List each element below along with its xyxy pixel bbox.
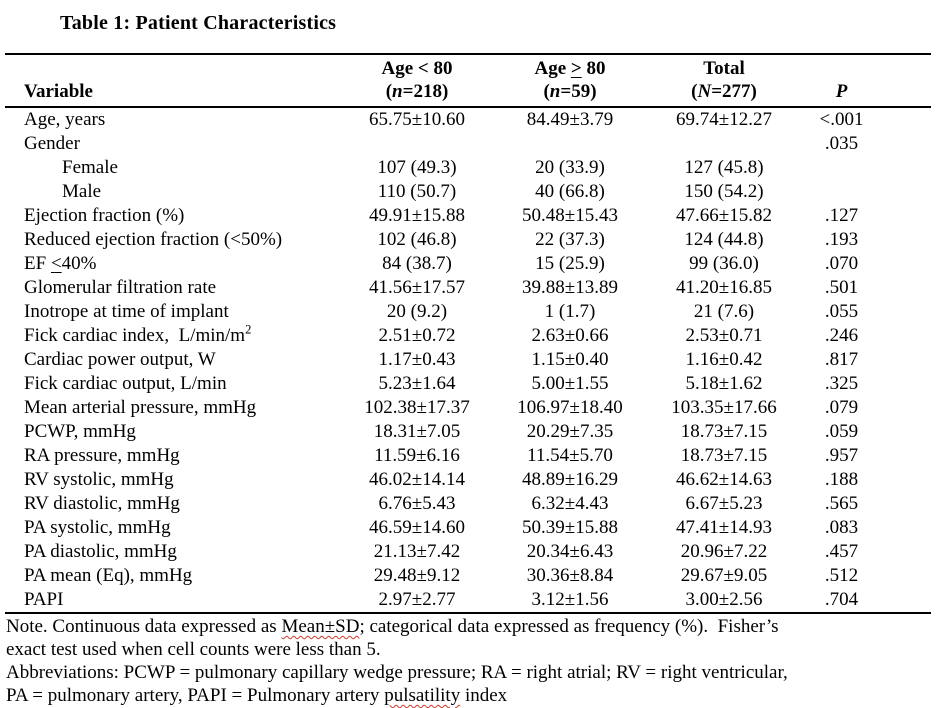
table-row (5, 348, 931, 372)
text-run: Reduced ejection fraction (<50%) (24, 229, 283, 250)
table-row (5, 492, 931, 516)
variable-cell (5, 444, 340, 468)
value-cell: 5.00±1.55 (531, 373, 609, 394)
variable-cell (5, 372, 340, 396)
value-cell: 102.38±17.37 (364, 397, 470, 418)
text-run: PAPI (24, 589, 64, 610)
value-cell: 127 (45.8) (684, 157, 764, 178)
table-row (5, 468, 931, 492)
p-value-cell: .457 (824, 541, 859, 562)
header-line1 (494, 57, 646, 80)
text-run: Glomerular filtration rate (24, 277, 217, 298)
table-row (5, 324, 931, 348)
value-cell: 99 (36.0) (689, 253, 759, 274)
column-header-total (646, 54, 802, 107)
table-row (5, 228, 931, 252)
value-cell: 11.59±6.16 (374, 445, 460, 466)
value-cell: 46.59±14.60 (369, 517, 465, 538)
text-run: exact test used when cell counts were less than 5. (6, 639, 381, 660)
header-row (5, 54, 931, 107)
text-run: PCWP, mmHg (24, 421, 136, 442)
column-header-age-lt-80 (340, 54, 494, 107)
table-row (5, 107, 931, 132)
value-cell: 18.73±7.15 (680, 445, 768, 466)
text-run: Age, years (24, 109, 106, 130)
table-row (5, 276, 931, 300)
text-run: Female (62, 157, 118, 178)
p-value-cell: .059 (824, 421, 859, 442)
variable-cell (5, 324, 340, 348)
text-run: EF (24, 253, 51, 274)
value-cell: 2.53±0.71 (685, 325, 763, 346)
value-cell (646, 132, 802, 156)
variable-cell (5, 156, 340, 180)
p-value-cell: .565 (824, 493, 859, 514)
value-cell: 3.00±2.56 (685, 589, 763, 610)
text-run: < (50, 253, 62, 274)
value-cell: 46.62±14.63 (676, 469, 772, 490)
value-cell: 21.13±7.42 (373, 541, 461, 562)
variable-cell (5, 276, 340, 300)
value-cell: 107 (49.3) (377, 157, 457, 178)
value-cell: 106.97±18.40 (517, 397, 623, 418)
text-run: n (392, 81, 403, 102)
value-cell: 2.51±0.72 (378, 325, 456, 346)
text-run: PA = pulmonary artery, PAPI = Pulmonary artery (6, 685, 385, 706)
p-value-cell: .325 (824, 373, 859, 394)
text-run: PA diastolic, mmHg (24, 541, 177, 562)
value-cell: 20.29±7.35 (526, 421, 614, 442)
text-run: ( (385, 81, 393, 102)
note-line (6, 638, 932, 661)
table-row (5, 396, 931, 420)
value-cell: 84 (38.7) (382, 253, 452, 274)
variable-cell (5, 107, 340, 132)
table-header (5, 54, 931, 107)
p-value-cell: .246 (824, 325, 859, 346)
value-cell: 5.23±1.64 (378, 373, 456, 394)
table-row (5, 540, 931, 564)
value-cell: 20.34±6.43 (526, 541, 614, 562)
text-run: Inotrope at time of implant (24, 301, 229, 322)
variable-cell (5, 540, 340, 564)
table-row (5, 180, 931, 204)
header-line2 (802, 80, 881, 103)
text-run: Note. Continuous data expressed as (6, 616, 282, 637)
p-value-cell: .055 (824, 301, 859, 322)
p-value-cell: .188 (824, 469, 859, 490)
value-cell: 22 (37.3) (535, 229, 605, 250)
value-cell: 102 (46.8) (377, 229, 457, 250)
value-cell (340, 132, 494, 156)
value-cell: 21 (7.6) (693, 301, 755, 322)
p-value-cell: .957 (824, 445, 859, 466)
value-cell: 48.89±16.29 (522, 469, 618, 490)
text-run: RA pressure, mmHg (24, 445, 180, 466)
value-cell: 30.36±8.84 (526, 565, 614, 586)
value-cell: 18.73±7.15 (680, 421, 768, 442)
p-value-cell (802, 156, 931, 180)
value-cell (494, 132, 646, 156)
text-run: P (835, 81, 848, 102)
text-run: ; categorical data expressed as frequency (%). Fisher’s (359, 616, 779, 637)
text-run: Gender (24, 133, 80, 154)
value-cell: 65.75±10.60 (369, 109, 465, 130)
value-cell: 50.48±15.43 (522, 205, 618, 226)
value-cell: 150 (54.2) (684, 181, 764, 202)
value-cell: 29.67±9.05 (680, 565, 768, 586)
table-row (5, 252, 931, 276)
variable-cell (5, 396, 340, 420)
column-header-p-value (802, 54, 931, 107)
value-cell: 29.48±9.12 (373, 565, 461, 586)
p-value-cell: .035 (824, 133, 859, 154)
value-cell: 46.02±14.14 (369, 469, 465, 490)
table-row (5, 444, 931, 468)
value-cell: 18.31±7.05 (373, 421, 461, 442)
p-value-cell: .501 (824, 277, 859, 298)
column-header-age-ge-80 (494, 54, 646, 107)
header-line2 (646, 80, 802, 103)
p-value-cell: .083 (824, 517, 859, 538)
value-cell: 124 (44.8) (684, 229, 764, 250)
text-run: Total (703, 58, 745, 79)
table-row (5, 516, 931, 540)
value-cell: 110 (50.7) (377, 181, 457, 202)
variable-cell (5, 204, 340, 228)
variable-cell (5, 420, 340, 444)
table-row (5, 564, 931, 588)
patient-characteristics-table (5, 53, 931, 614)
p-value-cell: .704 (824, 589, 859, 610)
variable-cell (5, 348, 340, 372)
table-row (5, 588, 931, 613)
table-body (5, 107, 931, 613)
text-run: PA mean (Eq), mmHg (24, 565, 193, 586)
header-line1 (802, 57, 881, 80)
text-run: n (549, 81, 561, 102)
text-run: 2 (245, 324, 252, 337)
value-cell: 40 (66.8) (535, 181, 605, 202)
header-line2 (24, 80, 340, 103)
p-value-cell: .127 (824, 205, 859, 226)
table-row (5, 372, 931, 396)
value-cell: 1.17±0.43 (378, 349, 456, 370)
p-value-cell: <.001 (819, 109, 864, 130)
value-cell: 1 (1.7) (544, 301, 596, 322)
data-table (5, 53, 931, 614)
value-cell: 11.54±5.70 (527, 445, 613, 466)
p-value-cell: .193 (824, 229, 859, 250)
text-run: PA systolic, mmHg (24, 517, 171, 538)
value-cell: 2.63±0.66 (531, 325, 609, 346)
variable-cell (5, 564, 340, 588)
value-cell: 1.16±0.42 (685, 349, 763, 370)
text-run: Abbreviations: PCWP = pulmonary capillary wedge pressure; RA = right atrial; RV = right ventricular, (6, 662, 788, 683)
value-cell: 15 (25.9) (535, 253, 605, 274)
header-line2 (494, 80, 646, 103)
value-cell: 47.66±15.82 (676, 205, 772, 226)
text-run: 40% (61, 253, 97, 274)
text-run: Age < 80 (381, 58, 453, 79)
variable-cell (5, 516, 340, 540)
table-title: Table 1: Patient Characteristics (60, 12, 337, 34)
value-cell: 6.76±5.43 (378, 493, 456, 514)
text-run: RV diastolic, mmHg (24, 493, 180, 514)
value-cell: 84.49±3.79 (526, 109, 614, 130)
value-cell: 39.88±13.89 (522, 277, 618, 298)
table-row (5, 156, 931, 180)
variable-cell (5, 588, 340, 613)
value-cell: 20 (9.2) (386, 301, 448, 322)
header-line1 (646, 57, 802, 80)
value-cell: 6.32±4.43 (531, 493, 609, 514)
p-value-cell: .817 (824, 349, 859, 370)
p-value-cell (802, 180, 931, 204)
note-line (6, 615, 932, 638)
text-run: index (460, 685, 508, 706)
text-run: ( (691, 81, 698, 102)
spellcheck-squiggle-text: Mean±SD (281, 616, 360, 637)
value-cell: 20.96±7.22 (680, 541, 768, 562)
value-cell: 49.91±15.88 (369, 205, 465, 226)
value-cell: 69.74±12.27 (676, 109, 772, 130)
value-cell: 1.15±0.40 (531, 349, 609, 370)
text-run: Fick cardiac index, L/min/m (24, 325, 246, 346)
variable-cell (5, 492, 340, 516)
text-run: Mean arterial pressure, mmHg (24, 397, 257, 418)
text-run: Variable (24, 81, 93, 102)
value-cell: 2.97±2.77 (378, 589, 456, 610)
value-cell: 41.56±17.57 (369, 277, 465, 298)
p-value-cell: .512 (824, 565, 859, 586)
text-run: N (697, 81, 712, 102)
header-line1 (24, 57, 340, 80)
p-value-cell: .070 (824, 253, 859, 274)
variable-cell (5, 180, 340, 204)
text-run: =59) (560, 81, 597, 102)
table-notes (6, 615, 932, 707)
text-run: Ejection fraction (%) (24, 205, 185, 226)
value-cell: 50.39±15.88 (522, 517, 618, 538)
value-cell: 6.67±5.23 (685, 493, 763, 514)
variable-cell (5, 252, 340, 276)
value-cell: 5.18±1.62 (685, 373, 763, 394)
note-line (6, 684, 932, 707)
text-run: > (570, 58, 582, 79)
variable-cell (5, 132, 340, 156)
text-run: Fick cardiac output, L/min (24, 373, 227, 394)
table-row (5, 420, 931, 444)
text-run: Age (534, 58, 571, 79)
text-run: Cardiac power output, W (24, 349, 216, 370)
header-line2 (340, 80, 494, 103)
text-run: Male (62, 181, 102, 202)
header-line1 (340, 57, 494, 80)
p-value-cell: .079 (824, 397, 859, 418)
text-run: =218) (402, 81, 449, 102)
table-row (5, 300, 931, 324)
value-cell: 47.41±14.93 (676, 517, 772, 538)
variable-cell (5, 228, 340, 252)
text-run: ( (543, 81, 550, 102)
value-cell: 103.35±17.66 (671, 397, 777, 418)
text-run: =277) (711, 81, 757, 102)
text-run: 80 (581, 58, 606, 79)
value-cell: 41.20±16.85 (676, 277, 772, 298)
spellcheck-squiggle-text: pulsatility (384, 685, 461, 706)
table-row (5, 132, 931, 156)
value-cell: 20 (33.9) (535, 157, 605, 178)
variable-cell (5, 300, 340, 324)
text-run: RV systolic, mmHg (24, 469, 174, 490)
note-line (6, 661, 932, 684)
variable-cell (5, 468, 340, 492)
value-cell: 3.12±1.56 (531, 589, 609, 610)
table-row (5, 204, 931, 228)
column-header-variable (5, 54, 340, 107)
